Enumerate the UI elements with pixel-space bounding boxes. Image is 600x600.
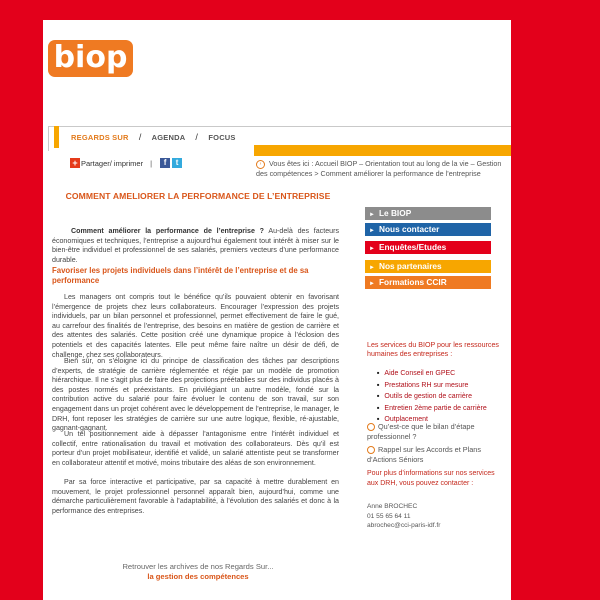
sidebar-button-label: Formations CCIR [378,277,447,287]
twitter-icon[interactable]: t [172,158,182,168]
paragraph-3: Un tel positionnement aide à dépasser l’antagonisme entre l’intérêt individuel et collectif, entre rationalisation du travail et motivation des collaborateurs. Dès qu’il est porteur d’un projet mobilisateur, identifié et validé, un salarié attentiste peut se transformer en collaborateur attentif et motivé, moins tributaire des aléas de son environnement. [52,430,339,467]
service-item[interactable]: ■ Prestations RH sur mesure [377,380,487,392]
sidebar-button-label: Nos partenaires [378,261,442,271]
nav-item-agenda[interactable]: AGENDA [151,133,186,142]
archive-topic[interactable]: la gestion des compétences [147,571,249,581]
article-title: COMMENT AMELIORER LA PERFORMANCE DE L’ENTREPRISE [65,191,331,201]
section-heading: Favoriser les projets individuels dans l’intérêt de l’entreprise et de sa performance [52,266,309,285]
circle-icon [367,446,375,454]
sidebar-button-label: Nous contacter [378,224,440,234]
intro-paragraph [52,227,339,265]
service-item[interactable]: ■ Aide Conseil en GPEC [377,368,487,380]
facebook-icon[interactable]: f [160,158,170,168]
nav-item-focus[interactable]: FOCUS [208,133,236,142]
main-nav [71,132,236,142]
sidebar-button-label: Enquêtes/Etudes [378,242,447,252]
accords-seniors-link[interactable] [367,445,507,464]
circle-icon [367,423,375,431]
sidebar-button-formations-ccir[interactable] [365,276,491,289]
breadcrumb-text[interactable]: Vous êtes ici : Accueil BIOP – Orientation tout au long de la vie – Gestion des compétences > Comment améliorer la performance de l’entreprise [256,159,502,178]
share-bar [70,158,182,168]
nav-separator: / [138,132,142,142]
arrow-right-icon: ► [369,228,375,234]
contact-info-text: Pour plus d’informations sur nos services aux DRH, vous pouvez contacter : [367,470,495,487]
share-separator: | [150,158,153,168]
accords-seniors-text[interactable]: Rappel sur les Accords et Plans d’Actions Séniors [367,445,482,464]
archive-text[interactable]: Retrouver les archives de nos Regards Sur... [122,562,274,571]
contact-name: Anne BROCHEC [367,503,418,510]
plus-icon[interactable]: + [70,158,80,168]
sidebar-button-label: Le BIOP [378,208,412,218]
contact-email[interactable]: abrochec@cci-paris-idf.fr [367,522,441,529]
page-container [43,20,511,600]
sidebar-button-enquetes-etudes[interactable] [365,241,491,254]
intro-text: Au-delà des facteurs économiques et techniques, l’entreprise a aujourd’hui également tout intérêt à miser sur le bien-être individuel et professionnel de ses salariés, premiers vecteurs d’une performance durable. [52,227,340,264]
biop-logo[interactable]: biop [48,40,133,77]
bilan-etape-text[interactable]: Qu’est-ce que le bilan d’étape professionnel ? [367,422,475,441]
paragraph-2: Bien sûr, on s’éloigne ici du principe de classification des tâches par descriptions d’experts, de stratégie de carrière réglementée et régie par un modèle de promotion hiérarchique. Il ne s’agit plus de faire des projections préétablies sur des individus placés à des postes normés et préexistants. En privilégiant un autre modèle, fondé sur la contribution active du salarié pour faire évoluer le contenu de son travail, sur son engagement dans un projet cohérent avec le développement de l’entreprise, le manager, le DRH, font reposer les stratégies de carrière sur une autre logique, flexible, ré-ajustable, gagnant-gagnant. [52,357,339,433]
nav-separator: / [195,132,199,142]
archive-link[interactable] [83,562,313,581]
service-item[interactable]: ■ Outils de gestion de carrière [377,391,487,403]
sidebar-button-le-biop[interactable] [365,207,491,220]
services-list [377,368,487,426]
paragraph-1: Les managers ont compris tout le bénéfice qu’ils pouvaient obtenir en favorisant l’émergence de projets chez leurs collaborateurs. Encourager l’expression des projets individuels, par un bilan personnel et professionnel, permet effectivement de faire le gué, au carrefour des finalités de l’entreprise, des besoins en matière de gestion de carrière et des attentes des salariés. Cette position créé une dynamique propice à l’éclosion des potentiels et des capacités latentes. Elle peut même faire naître un désir de défi, de challenge, chez ses collaborateurs. [52,293,339,359]
breadcrumb [256,159,510,179]
service-item[interactable]: ■ Entretien 2ème partie de carrière [377,403,487,415]
contact-block [367,502,507,531]
arrow-right-icon: ► [369,212,375,218]
header-orange-bar [254,145,511,156]
service-item[interactable]: ■ Outplacement [377,414,487,426]
intro-bold: Comment améliorer la performance de l’entreprise ? [71,227,264,235]
arrow-circle-icon: › [256,160,265,169]
nav-item-regards-sur[interactable]: REGARDS SUR [71,133,129,142]
nav-accent [54,126,59,148]
paragraph-4: Par sa force interactive et participative, par sa capacité à mettre durablement en mouvement, le projet professionnel personnel apparaît bien, aujourd’hui, comme une démarche particulièrement favorable à l’adaptabilité, à l’évolution des salariés et donc à la performance des entreprises. [52,478,339,515]
sidebar-button-nous-contacter[interactable] [365,223,491,236]
sidebar-button-nos-partenaires[interactable] [365,260,491,273]
bilan-etape-link[interactable] [367,422,507,441]
contact-phone: 01 55 65 64 11 [367,512,411,520]
arrow-right-icon: ► [369,246,375,252]
arrow-right-icon: ► [369,265,375,271]
services-title: Les services du BIOP pour les ressources humaines des entreprises : [367,341,499,358]
arrow-right-icon: ► [369,281,375,287]
share-print-link[interactable]: Partager/ imprimer [81,158,144,168]
